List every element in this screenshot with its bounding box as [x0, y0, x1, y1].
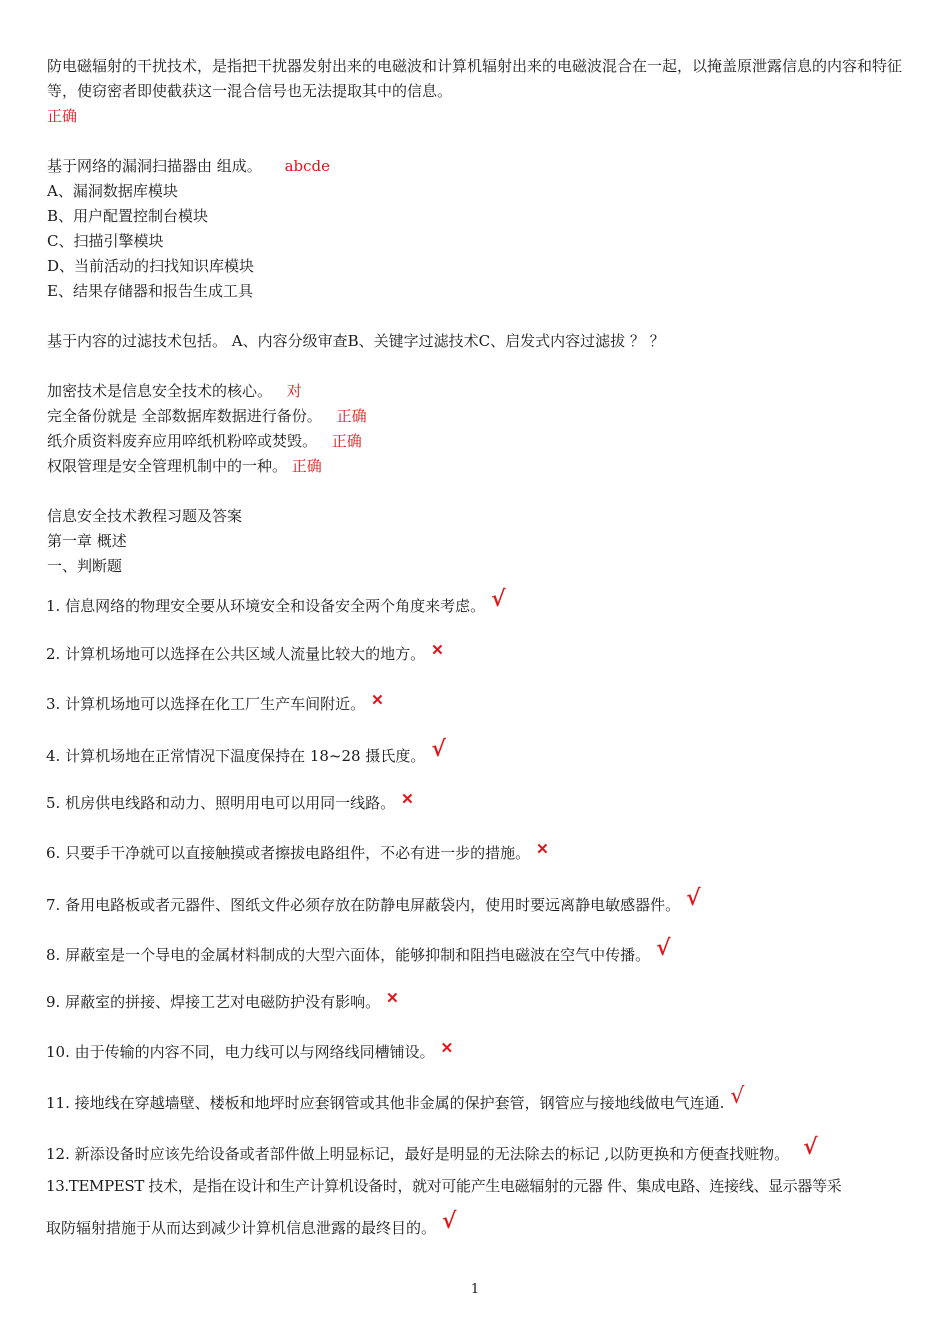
- check-mark-icon: √: [656, 935, 671, 961]
- question-item: [46, 1134, 818, 1166]
- question-item: [46, 1174, 841, 1198]
- question-item: [46, 1040, 453, 1064]
- scanner-question: [47, 154, 907, 179]
- check-mark-icon: √: [442, 1208, 457, 1234]
- cross-mark-icon: ✕: [371, 691, 384, 709]
- question-text: 5. 机房供电线路和动力、照明用电可以用同一线路。: [46, 794, 396, 812]
- fact-item: [47, 379, 907, 404]
- scanner-question-text: 基于网络的漏洞扫描器由 组成。: [47, 157, 262, 175]
- fact-text: 纸介质资料废弃应用啐纸机粉啐或焚毁。: [47, 432, 318, 450]
- question-text: 9. 屏蔽室的拼接、焊接工艺对电磁防护没有影响。: [46, 993, 381, 1011]
- question-text: 取防辐射措施于从而达到减少计算机信息泄露的最终目的。: [46, 1219, 437, 1237]
- fact-text: 加密技术是信息安全技术的核心。: [47, 382, 273, 400]
- fact-answer: 正确: [336, 407, 367, 425]
- question-item: [46, 586, 506, 618]
- fact-answer: 正确: [291, 457, 322, 475]
- scanner-option: B、用户配置控制台模块: [47, 207, 209, 225]
- question-text: 8. 屏蔽室是一个导电的金属材料制成的大型六面体，能够抑制和阻挡电磁波在空气中传播。: [46, 946, 651, 964]
- cross-mark-icon: ✕: [536, 840, 549, 858]
- question-item-continued: [46, 1208, 457, 1240]
- question-text: 12. 新添设备时应该先给设备或者部件做上明显标记，最好是明显的无法除去的标记 ,以防更换和方便查找赃物。: [46, 1145, 790, 1163]
- fact-item: [47, 454, 907, 479]
- cross-mark-icon: ✕: [431, 641, 444, 659]
- fact-item: [47, 404, 907, 429]
- question-text: 6. 只要手干净就可以直接触摸或者擦拔电路组件，不必有进一步的措施。: [46, 844, 531, 862]
- question-text: 4. 计算机场地在正常情况下温度保持在 18~28 摄氏度。: [46, 747, 426, 765]
- question-item: [46, 642, 444, 666]
- document-page: [47, 54, 907, 579]
- question-text: 3. 计算机场地可以选择在化工厂生产车间附近。: [46, 695, 366, 713]
- question-item: [46, 841, 549, 865]
- question-text: 7. 备用电路板或者元器件、图纸文件必须存放在防静电屏蔽袋内，使用时要远离静电敏感器件。: [46, 896, 681, 914]
- cross-mark-icon: ✕: [401, 790, 414, 808]
- question-text: 1. 信息网络的物理安全要从环境安全和设备安全两个角度来考虑。: [46, 597, 486, 615]
- check-mark-icon: √: [730, 1084, 745, 1109]
- check-mark-icon: √: [803, 1134, 818, 1160]
- question-item: [46, 990, 399, 1014]
- question-item: [46, 885, 701, 917]
- question-item: [46, 736, 446, 768]
- scanner-answer: abcde: [284, 157, 330, 175]
- chapter-title: 第一章 概述: [47, 532, 127, 550]
- intro-answer: 正确: [47, 107, 78, 125]
- question-item: [46, 692, 384, 716]
- question-item: [46, 791, 414, 815]
- cross-mark-icon: ✕: [386, 989, 399, 1007]
- fact-answer: 正确: [331, 432, 362, 450]
- question-text: 10. 由于传输的内容不同，电力线可以与网络线同槽铺设。: [46, 1043, 435, 1061]
- check-mark-icon: √: [686, 885, 701, 911]
- page-number: 1: [470, 1282, 480, 1297]
- part-title: 一、判断题: [47, 557, 123, 575]
- filter-question: 基于内容的过滤技术包括。 A、内容分级审查B、关键字过滤技术C、启发式内容过滤拔 ？ ？: [47, 332, 665, 350]
- check-mark-icon: √: [491, 586, 506, 612]
- fact-answer: 对: [286, 382, 302, 400]
- fact-item: [47, 429, 907, 454]
- scanner-option: C、扫描引擎模块: [47, 232, 164, 250]
- fact-text: 权限管理是安全管理机制中的一种。: [47, 457, 288, 475]
- question-item: [46, 935, 671, 967]
- fact-text: 完全备份就是 全部数据库数据进行备份。: [47, 407, 322, 425]
- cross-mark-icon: ✕: [440, 1039, 454, 1057]
- scanner-option: A、漏洞数据库模块: [47, 182, 178, 200]
- section-title: 信息安全技术教程习题及答案: [47, 507, 243, 525]
- question-item: [46, 1084, 745, 1115]
- question-text: 13.TEMPEST 技术，是指在设计和生产计算机设备时，就对可能产生电磁辐射的元器 件、集成电路、连接线、显示器等采: [46, 1177, 842, 1195]
- question-text: 2. 计算机场地可以选择在公共区域人流量比较大的地方。: [46, 645, 426, 663]
- scanner-option: D、当前活动的扫找知识库模块: [47, 257, 255, 275]
- intro-paragraph: 防电磁辐射的干扰技术，是指把干扰器发射出来的电磁波和计算机辐射出来的电磁波混合在一起，以掩盖原泄露信息的内容和特征等，使窃密者即使截获这一混合信号也无法提取其中的信息。: [47, 57, 903, 100]
- question-text: 11. 接地线在穿越墙壁、楼板和地坪时应套钢管或其他非金属的保护套管，钢管应与接地线做电气连通.: [46, 1094, 725, 1112]
- check-mark-icon: √: [431, 736, 446, 762]
- scanner-option: E、结果存储器和报告生成工具: [47, 282, 253, 300]
